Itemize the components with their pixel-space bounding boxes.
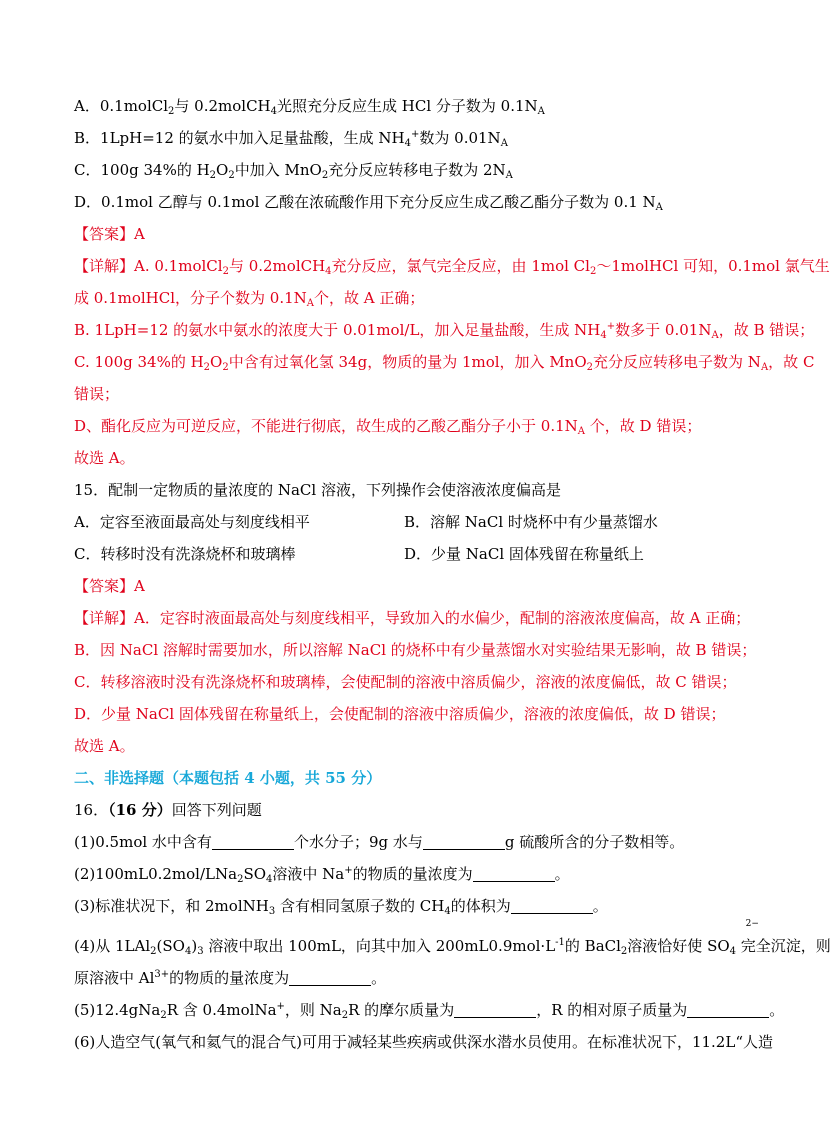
answer-blank[interactable]: [212, 834, 294, 850]
q14-detail-3: B. 1LpH=12 的氨水中氨水的浓度大于 0.01mol/L，加入足量盐酸，生成 $NH_4^+$数多于 $0.01N_A$，故 B 错误；: [74, 321, 815, 341]
q14-option-c: C．100g 34%的 $H_2O_2$中加入 MnO$_2$充分反应转移电子数为 $2N_A$: [74, 161, 513, 181]
q15-stem: 15．配制一定物质的量浓度的 NaCl 溶液，下列操作会使溶液浓度偏高是: [74, 481, 561, 499]
q15-answer: 【答案】A: [74, 577, 145, 595]
q14-detail-6: D、酯化反应为可逆反应，不能进行彻底，故生成的乙酸乙酯分子小于 $0.1N_A$ 个，故 D 错误；: [74, 417, 702, 437]
q14-answer: 【答案】A: [74, 225, 145, 243]
q14-detail-1: 【详解】A. 0.1molCl$_2$与 0.2molCH$_4$充分反应，氯气完全反应，由 1mol $Cl_2\sim 1molHCl$ 可知，0.1mol 氯气生: [74, 257, 830, 277]
q14-detail-5: 错误；: [74, 385, 120, 403]
answer-blank[interactable]: [454, 1002, 536, 1018]
q16-stem: 16．（16 分）回答下列问题: [74, 801, 262, 819]
answer-blank[interactable]: [511, 898, 593, 914]
q15-detail-5: 故选 A。: [74, 737, 135, 755]
q14-detail-2: 成 0.1molHCl，分子个数为 $0.1N_A$个，故 A 正确；: [74, 289, 425, 309]
q15-options-row-1: [74, 512, 658, 532]
q15-detail-3: C．转移溶液时没有洗涤烧杯和玻璃棒，会使配制的溶液中溶质偏少，溶液的浓度偏低，故 C 错误；: [74, 673, 737, 691]
section-heading: 二、非选择题（本题包括 4 小题，共 55 分）: [74, 769, 382, 787]
q14-detail-4: C. 100g 34%的 $H_2O_2$中含有过氧化氢 34g，物质的量为 1mol，加入 MnO$_2$充分反应转移电子数为 $N_A$，故 C: [74, 353, 815, 373]
sulfate-ion-notation: 2− $_4$: [729, 919, 759, 957]
q16-part-5: (5)12.4gNa$_2$R 含 0.4molNa+，则 $Na_2R$ 的摩尔质量为 ，R 的相对原子质量为 。: [74, 1001, 785, 1021]
q15-detail-1: 【详解】A．定容时液面最高处与刻度线相平，导致加入的水偏少，配制的溶液浓度偏高，故 A 正确；: [74, 609, 751, 627]
answer-blank[interactable]: [423, 834, 505, 850]
q15-option-d: D．少量 NaCl 固体残留在称量纸上: [404, 545, 644, 563]
q16-part-6: (6)人造空气(氧气和氦气的混合气)可用于减轻某些疾病或供深水潜水员使用。在标准状况下，11.2L“人造: [74, 1033, 773, 1051]
q16-part-4: (4)从 $1LAl_2(SO_4)_3$ 溶液中取出 100mL，向其中加入 $200mL0.9mol\cdot L^{-1}$的 BaCl$_2$溶液恰好使 SO 2− $_4$ 完全沉淀，则: [74, 919, 831, 957]
q15-option-a: A．定容至液面最高处与刻度线相平: [74, 513, 310, 531]
q16-part-1: (1)0.5mol 水中含有 个水分子；9g 水与 g 硫酸所含的分子数相等。: [74, 833, 685, 851]
q15-option-b: B．溶解 NaCl 时烧杯中有少量蒸馏水: [404, 513, 658, 531]
q14-option-d: D．0.1mol 乙醇与 0.1mol 乙酸在浓硫酸作用下充分反应生成乙酸乙酯分子数为 0.1 $N_A$: [74, 193, 663, 213]
q16-part-4-cont: 原溶液中 $Al^{3+}$的物质的量浓度为 。: [74, 969, 387, 987]
answer-blank[interactable]: [289, 970, 371, 986]
q16-part-2: $(2)100mL0.2mol/LNa_2SO_4$溶液中 Na+的物质的量浓度为 。: [74, 865, 570, 885]
q15-option-c: C．转移时没有洗涤烧杯和玻璃棒: [74, 545, 296, 563]
answer-blank[interactable]: [687, 1002, 769, 1018]
q15-options-row-2: [74, 544, 644, 564]
q14-option-a: A．0.1molCl$_2$与 0.2molCH$_4$光照充分反应生成 HCl 分子数为 $0.1N_A$: [74, 97, 545, 117]
q16-part-3: (3)标准状况下，和 2molNH$_3$ 含有相同氢原子数的 $CH_4$的体积为 。: [74, 897, 608, 917]
answer-blank[interactable]: [473, 866, 555, 882]
q15-detail-4: D．少量 NaCl 固体残留在称量纸上，会使配制的溶液中溶质偏少，溶液的浓度偏低，故 D 错误；: [74, 705, 726, 723]
q15-detail-2: B．因 NaCl 溶解时需要加水，所以溶解 NaCl 的烧杯中有少量蒸馏水对实验结果无影响，故 B 错误；: [74, 641, 757, 659]
q14-option-b: B．1LpH=12 的氨水中加入足量盐酸，生成 $NH_4^+$数为 $0.01N_A$: [74, 129, 508, 149]
q14-detail-7: 故选 A。: [74, 449, 135, 467]
